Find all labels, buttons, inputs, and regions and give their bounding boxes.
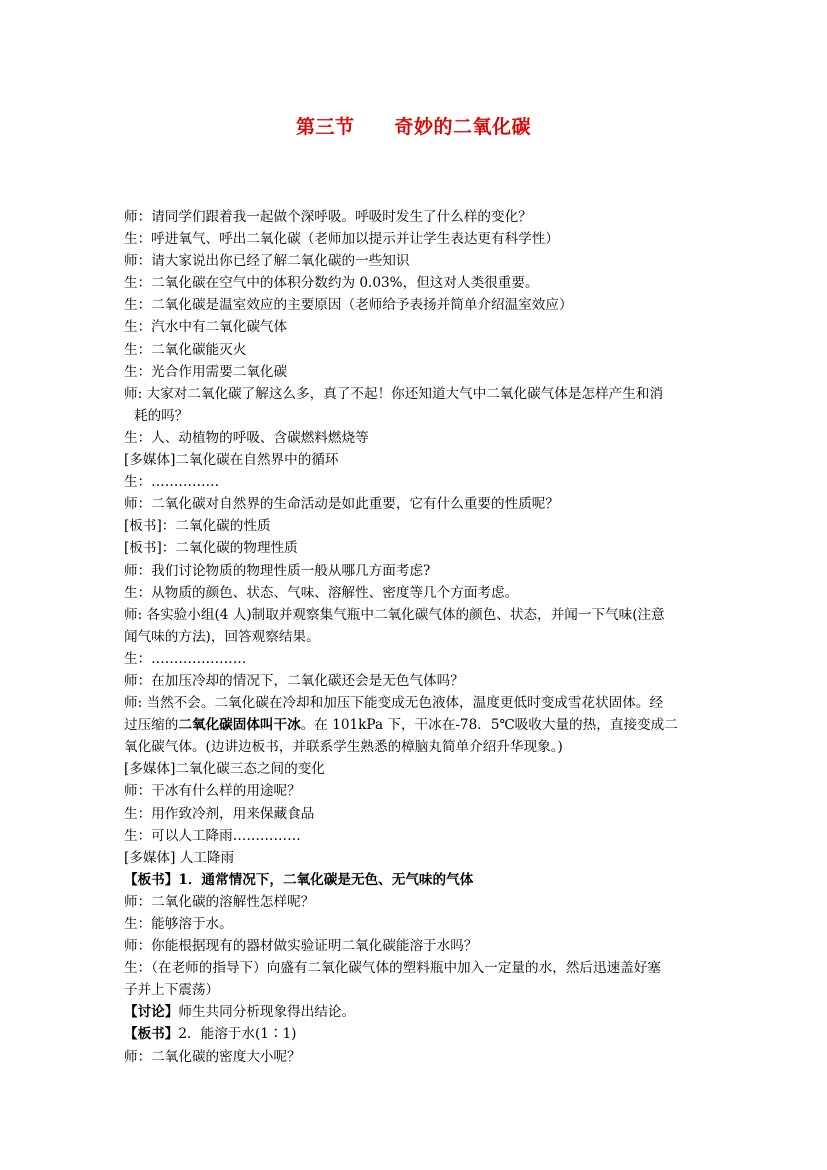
text-line: 生：可以人工降雨…………… (124, 827, 301, 844)
text-segment: 过压缩的 (124, 717, 179, 734)
text-line: 生：汽水中有二氧化碳气体 (124, 319, 288, 336)
section-topic: 奇妙的二氧化碳 (394, 116, 532, 138)
text-line: [板书]：二氧化碳的性质 (124, 518, 271, 535)
text-line: 生：………………… (124, 650, 247, 667)
text-line: 师：你能根据现有的器材做实验证明二氧化碳能溶于水吗？ (124, 938, 478, 955)
text-line: 师: 各实验小组(4 人)制取并观察集气瓶中二氧化碳气体的颜色、状态，并闻一下气味(注意 (124, 606, 665, 623)
text-line: 生：光合作用需要二氧化碳 (124, 363, 288, 380)
text-line-continued: 耗的吗？ (134, 407, 189, 424)
text-line-continued (124, 714, 706, 736)
discussion-text: 师生共同分析现象得出结论。 (178, 1004, 356, 1021)
text-line: [多媒体] 人工降雨 (124, 849, 235, 866)
text-line: 生：用作致冷剂，用来保藏食品 (124, 805, 315, 822)
text-segment: 。在 101kPa 下，干冰在-78．5℃吸收大量的热，直接变成二 (300, 717, 678, 734)
text-line: 师：干冰有什么样的用途呢？ (124, 783, 301, 800)
text-line-continued: 子并上下震荡） (124, 982, 220, 999)
text-line: 师：在加压冷却的情况下，二氧化碳还会是无色气体吗？ (124, 672, 464, 689)
board-tag: 【板书】 (124, 1026, 179, 1043)
text-line: 师: 当然不会。二氧化碳在冷却和加压下能变成无色液体，温度更低时变成雪花状固体。经 (124, 695, 664, 712)
text-line: 生：（在老师的指导下）向盛有二氧化碳气体的塑料瓶中加入一定量的水，然后迅速盖好塞 (124, 960, 661, 977)
text-line-continued: 闻气味的方法)，回答观察结果。 (124, 628, 320, 645)
text-line: 师：请同学们跟着我一起做个深呼吸。呼吸时发生了什么样的变化？ (124, 209, 532, 225)
text-line: [板书]：二氧化碳的物理性质 (124, 540, 298, 557)
text-line: 生：人、动植物的呼吸、含碳燃料燃烧等 (124, 429, 369, 446)
text-line: 生：二氧化碳是温室效应的主要原因（老师给予表扬并简单介绍温室效应） (124, 297, 573, 314)
text-line: [多媒体]二氧化碳在自然界中的循环 (124, 452, 339, 469)
text-line: 生：二氧化碳能灭火 (124, 341, 247, 358)
text-line: 师: 大家对二氧化碳了解这么多，真了不起！你还知道大气中二氧化碳气体是怎样产生和消 (124, 385, 664, 402)
text-line: 师：我们讨论物质的物理性质一般从哪几方面考虑? (124, 562, 431, 579)
text-line (124, 1001, 706, 1023)
bold-term: 二氧化碳固体叫干冰 (178, 717, 301, 734)
text-line-bold (124, 869, 706, 891)
board-text: 2．能溶于水(1∶1) (178, 1026, 297, 1043)
section-number: 第三节 (295, 116, 355, 138)
text-line: 生：…………… (124, 474, 220, 491)
board-text: 1．通常情况下，二氧化碳是无色、无气味的气体 (178, 871, 474, 888)
text-line (124, 1023, 706, 1045)
text-line: 生：从物质的颜色、状态、气味、溶解性、密度等几个方面考虑。 (124, 584, 519, 601)
text-line: 师：二氧化碳的溶解性怎样呢？ (124, 893, 315, 910)
discussion-tag: 【讨论】 (124, 1004, 179, 1021)
text-line: 生：呼进氧气、呼出二氧化碳（老师加以提示并让学生表达更有科学性） (124, 231, 559, 248)
lesson-transcript (124, 206, 706, 1068)
text-line: 生：能够溶于水。 (124, 916, 233, 932)
text-line: [多媒体]二氧化碳三态之间的变化 (124, 761, 325, 778)
text-line: 师：请大家说出你已经了解二氧化碳的一些知识 (124, 253, 410, 270)
text-line: 生：二氧化碳在空气中的体积分数约为 0.03%，但这对人类很重要。 (124, 275, 539, 292)
page-title (0, 112, 827, 139)
board-tag: 【板书】 (124, 871, 179, 888)
text-line: 师：二氧化碳对自然界的生命活动是如此重要，它有什么重要的性质呢？ (124, 496, 559, 513)
text-line: 师：二氧化碳的密度大小呢？ (124, 1048, 301, 1065)
text-line-continued: 氧化碳气体。(边讲边板书，并联系学生熟悉的樟脑丸简单介绍升华现象。) (124, 739, 563, 756)
